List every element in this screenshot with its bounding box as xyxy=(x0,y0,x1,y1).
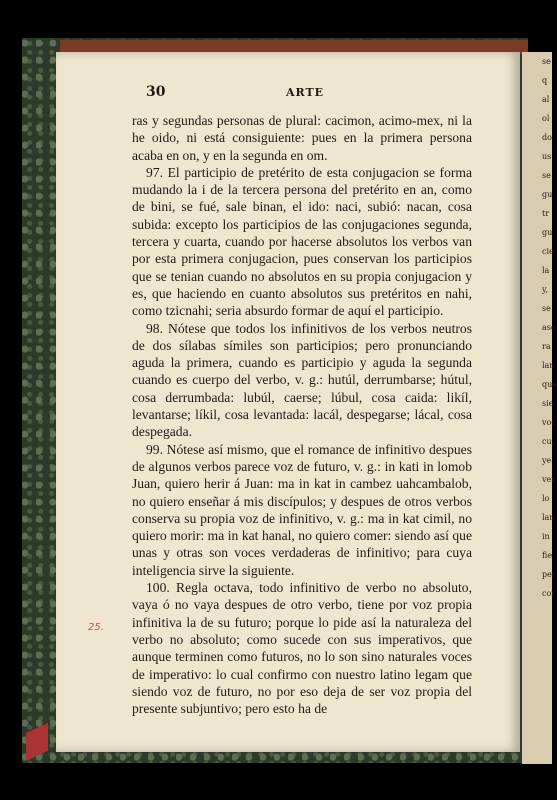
facing-page-fragment: ra xyxy=(542,342,551,351)
facing-page-fragment: gu xyxy=(542,228,553,237)
paragraph-100: 100. Regla octava, todo infinitivo de verbo no absoluto, vaya ó no vaya despues de otro verbo, tiene por voz propia infinitiva la de su futuro; porque lo pide así la naturaleza del verbo no absoluto; como sucede con sus imperativos, que aunque terminen como futuros, no lo son sino naturales voces de imperativo: lo cual confirmo con nuestro latino legam que siendo voz de futuro, no por eso deja de ser voz propia del presente subjuntivo; pero esto ha de xyxy=(132,580,472,717)
facing-page-fragment: ye xyxy=(542,456,552,465)
running-title: ARTE xyxy=(286,86,325,99)
body-text xyxy=(132,112,472,717)
facing-page-fragment: se xyxy=(542,57,551,66)
facing-page-fragment: se xyxy=(542,304,551,313)
margin-annotation: 25. xyxy=(88,622,104,633)
facing-page-fragment: aso xyxy=(542,323,556,332)
facing-page-fragment: al xyxy=(542,95,550,104)
facing-page-fragment: fie xyxy=(542,551,553,560)
facing-page-fragment: gu xyxy=(542,190,553,199)
facing-page-fragment: per xyxy=(542,570,556,579)
facing-page-fragment: que xyxy=(542,380,557,389)
facing-page-fragment: us xyxy=(542,152,552,161)
facing-page-fragment: q xyxy=(542,76,548,85)
facing-page-fragment: cu, xyxy=(542,437,555,446)
facing-page-fragment: se xyxy=(542,171,551,180)
page-header xyxy=(146,84,522,104)
page-number: 30 xyxy=(146,84,166,100)
paragraph-98: 98. Nótese que todos los infinitivos de los verbos neutros de dos sílabas símiles son participios; pero pronunciando aguda la primera, cuando es participio y aguda la segunda cuando es cuerpo del verbo, v. g.: hutúl, derrumbarse; hútul, cosa derrumbada: lubúl, caerse; lúbul, cosa caida: likíl, levantarse; líkil, cosa levantada: lacál, despegarse; lácal, cosa despegada. xyxy=(132,320,472,440)
facing-page-fragment: ver xyxy=(542,475,556,484)
paragraph-97: 97. El participio de pretérito de esta conjugacion se forma mudando la i de la tercera persona del pretérito en an, como de bini, se fué, sale binan, el ido: naci, subió: nacan, cosa subida: excepto los participios de las conjugaciones segunda, tercera y cuarta, cuando por hacerse absolutos los verbos van por esta primera conjugacion, pues conservan los participios que se tenian cuando no absolutos en su propia conjugacion y es, que haciendo en cuanto absolutos sus pretéritos en nahi, como tzicnahi; seria absurdo formar de aquí el participio. xyxy=(132,164,472,319)
facing-page-fragment: in xyxy=(542,532,550,541)
facing-page-edge xyxy=(522,52,557,764)
facing-page-fragment: do xyxy=(542,133,552,142)
facing-page-fragment: y, xyxy=(542,285,548,294)
facing-page-fragment: la xyxy=(542,266,550,275)
paragraph-99: 99. Nótese así mismo, que el romance de infinitivo despues de algunos verbos parece voz de futuro, v. g.: in kati in lomob Juan, quiero herir á Juan: ma in kat in cambez uahcambalob, no quiero enseñar á mis discípulos; y despues de otros verbos conserva su propia voz de infinitivo, v. g.: ma in kat cimil, no quiero morir: ma in kat hanal, no quiero comer: siendo así que unas y otras son voces verdaderas de infinitivo; para cuya inteligencia sirve la siguiente. xyxy=(132,441,472,578)
facing-page-fragment: lan xyxy=(542,513,555,522)
paragraph-continued: ras y segundas personas de plural: cacimon, acimo-mex, ni la he oido, ni está consiguiente: pues en la primera persona acaba en on, y en la segunda en om. xyxy=(132,113,472,163)
facing-page-fragment: lan xyxy=(542,361,555,370)
facing-page-fragment: lo xyxy=(542,494,550,503)
facing-page-fragment: sie xyxy=(542,399,554,408)
facing-page-fragment: ol xyxy=(542,114,550,123)
facing-page-fragment: voc xyxy=(542,418,556,427)
facing-page-fragment: cor xyxy=(542,589,556,598)
facing-page-fragment: cie xyxy=(542,247,554,256)
facing-page-fragment: tr xyxy=(542,209,550,218)
